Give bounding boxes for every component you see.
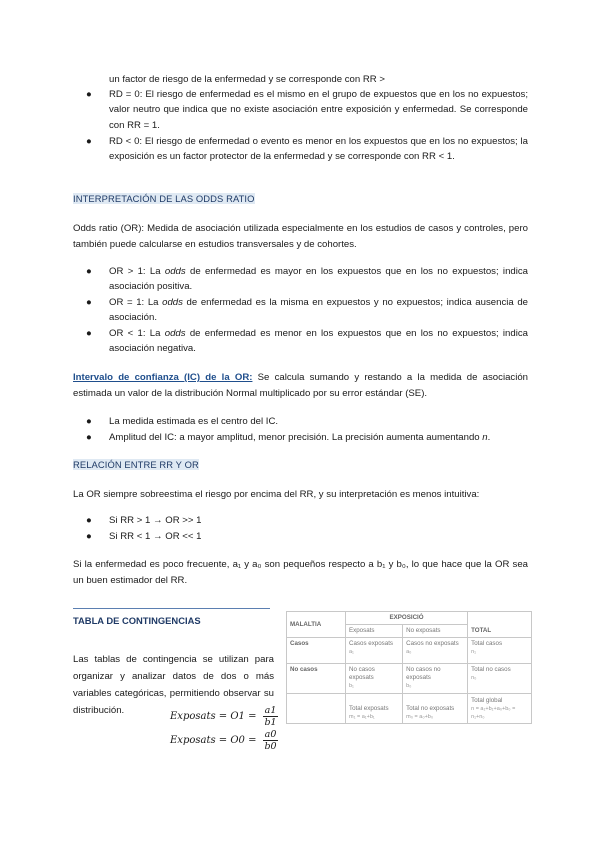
bullet-icon: ● bbox=[86, 515, 92, 526]
tabla-heading: TABLA DE CONTINGENCIAS bbox=[73, 615, 201, 626]
ic-paragraph: Intervalo de confianza (IC) de la OR: Se calcula sumando y restando a la medida de asociación estimada un valor de la distribución Normal multiplicado por su error estándar (SE). bbox=[73, 372, 529, 399]
section-heading-odds: INTERPRETACIÓN DE LAS ODDS RATIO bbox=[73, 193, 255, 204]
bullet-icon: ● bbox=[86, 531, 92, 542]
bullet-icon: ● bbox=[86, 432, 92, 443]
bullet-icon: ● bbox=[86, 266, 92, 277]
list-item: ● Si RR > 1 → OR >> 1 bbox=[86, 513, 528, 528]
bullet-icon: ● bbox=[86, 297, 92, 308]
section-heading-relation: RELACIÓN ENTRE RR Y OR bbox=[73, 459, 199, 470]
bullet-icon: ● bbox=[86, 416, 92, 427]
list-item: ● Amplitud del IC: a mayor amplitud, menor precisión. La precisión aumenta aumentando n. bbox=[86, 430, 528, 445]
list-item: ● OR > 1: La odds de enfermedad es mayor en los expuestos que en los no expuestos; indica asociación positiva. bbox=[86, 266, 529, 293]
section-divider bbox=[73, 608, 270, 609]
list-item: ● OR < 1: La odds de enfermedad es menor en los expuestos que en los no expuestos; indica asociación negativa. bbox=[86, 328, 528, 355]
bullet-icon: ● bbox=[86, 89, 92, 100]
formula-odds-exposed: Exposats = O1 = $\frac{a1}{b1}$ bbox=[170, 705, 277, 728]
list-item: ● La medida estimada es el centro del IC. bbox=[86, 414, 528, 429]
odds-definition: Odds ratio (OR): Medida de asociación utilizada especialmente en los estudios de casos y controles, pero también puede calcularse en estudios transversales y de cohortes. bbox=[73, 223, 528, 250]
ic-link[interactable]: Intervalo de confianza (IC) de la OR: bbox=[73, 372, 253, 383]
formula-odds-unexposed: Exposats = O0 = $\frac{a0}{b0}$ bbox=[170, 729, 277, 752]
bullet-icon: ● bbox=[86, 136, 92, 147]
list-item: ● Si RR < 1 → OR << 1 bbox=[86, 529, 528, 544]
relation-paragraph: La OR siempre sobreestima el riesgo por encima del RR, y su interpretación es menos intuitiva: bbox=[73, 489, 480, 500]
paragraph-continuation: un factor de riesgo de la enfermedad y se corresponde con RR > bbox=[109, 74, 385, 85]
bullet-icon: ● bbox=[86, 328, 92, 339]
list-item: ● RD = 0: El riesgo de enfermedad es el mismo en el grupo de expuestos que en los no expuestos; valor neutro que indica que no existe asociación entre exposición y enfermedad. Se corresponde con RR = 1. bbox=[86, 89, 528, 131]
rare-disease-paragraph: Si la enfermedad es poco frecuente, a₁ y a₀ son pequeños respecto a b₁ y b₀, lo que hace que la OR sea un buen estimador del RR. bbox=[73, 559, 528, 586]
contingency-table: MALALTIA EXPOSICIÓ TOTAL Exposats No exposats Casos Casos exposats a₁ Casos no exposats a₀ Total casos n₁ No casos No casos exposats b₁ No casos no exposats b₀ Total no casos n₀ Total exposats m₁ = a₁+b₁ Total no exposats m₀ = a₀+b₀ Total global n = a₁+b₁+a₀+b₀ = n₁+n₀ bbox=[286, 611, 532, 724]
list-item: ● OR = 1: La odds de enfermedad es la misma en expuestos y no expuestos; indica ausencia de asociación. bbox=[86, 297, 528, 324]
tabla-paragraph: Las tablas de contingencia se utilizan para organizar y analizar datos de dos o más variables categóricas, permitiendo observar su distribución. bbox=[73, 653, 274, 717]
list-item: ● RD < 0: El riesgo de enfermedad o evento es menor en los expuestos que en los no expuestos; la exposición es un factor protector de la enfermedad y se corresponde con RR < 1. bbox=[86, 136, 528, 163]
